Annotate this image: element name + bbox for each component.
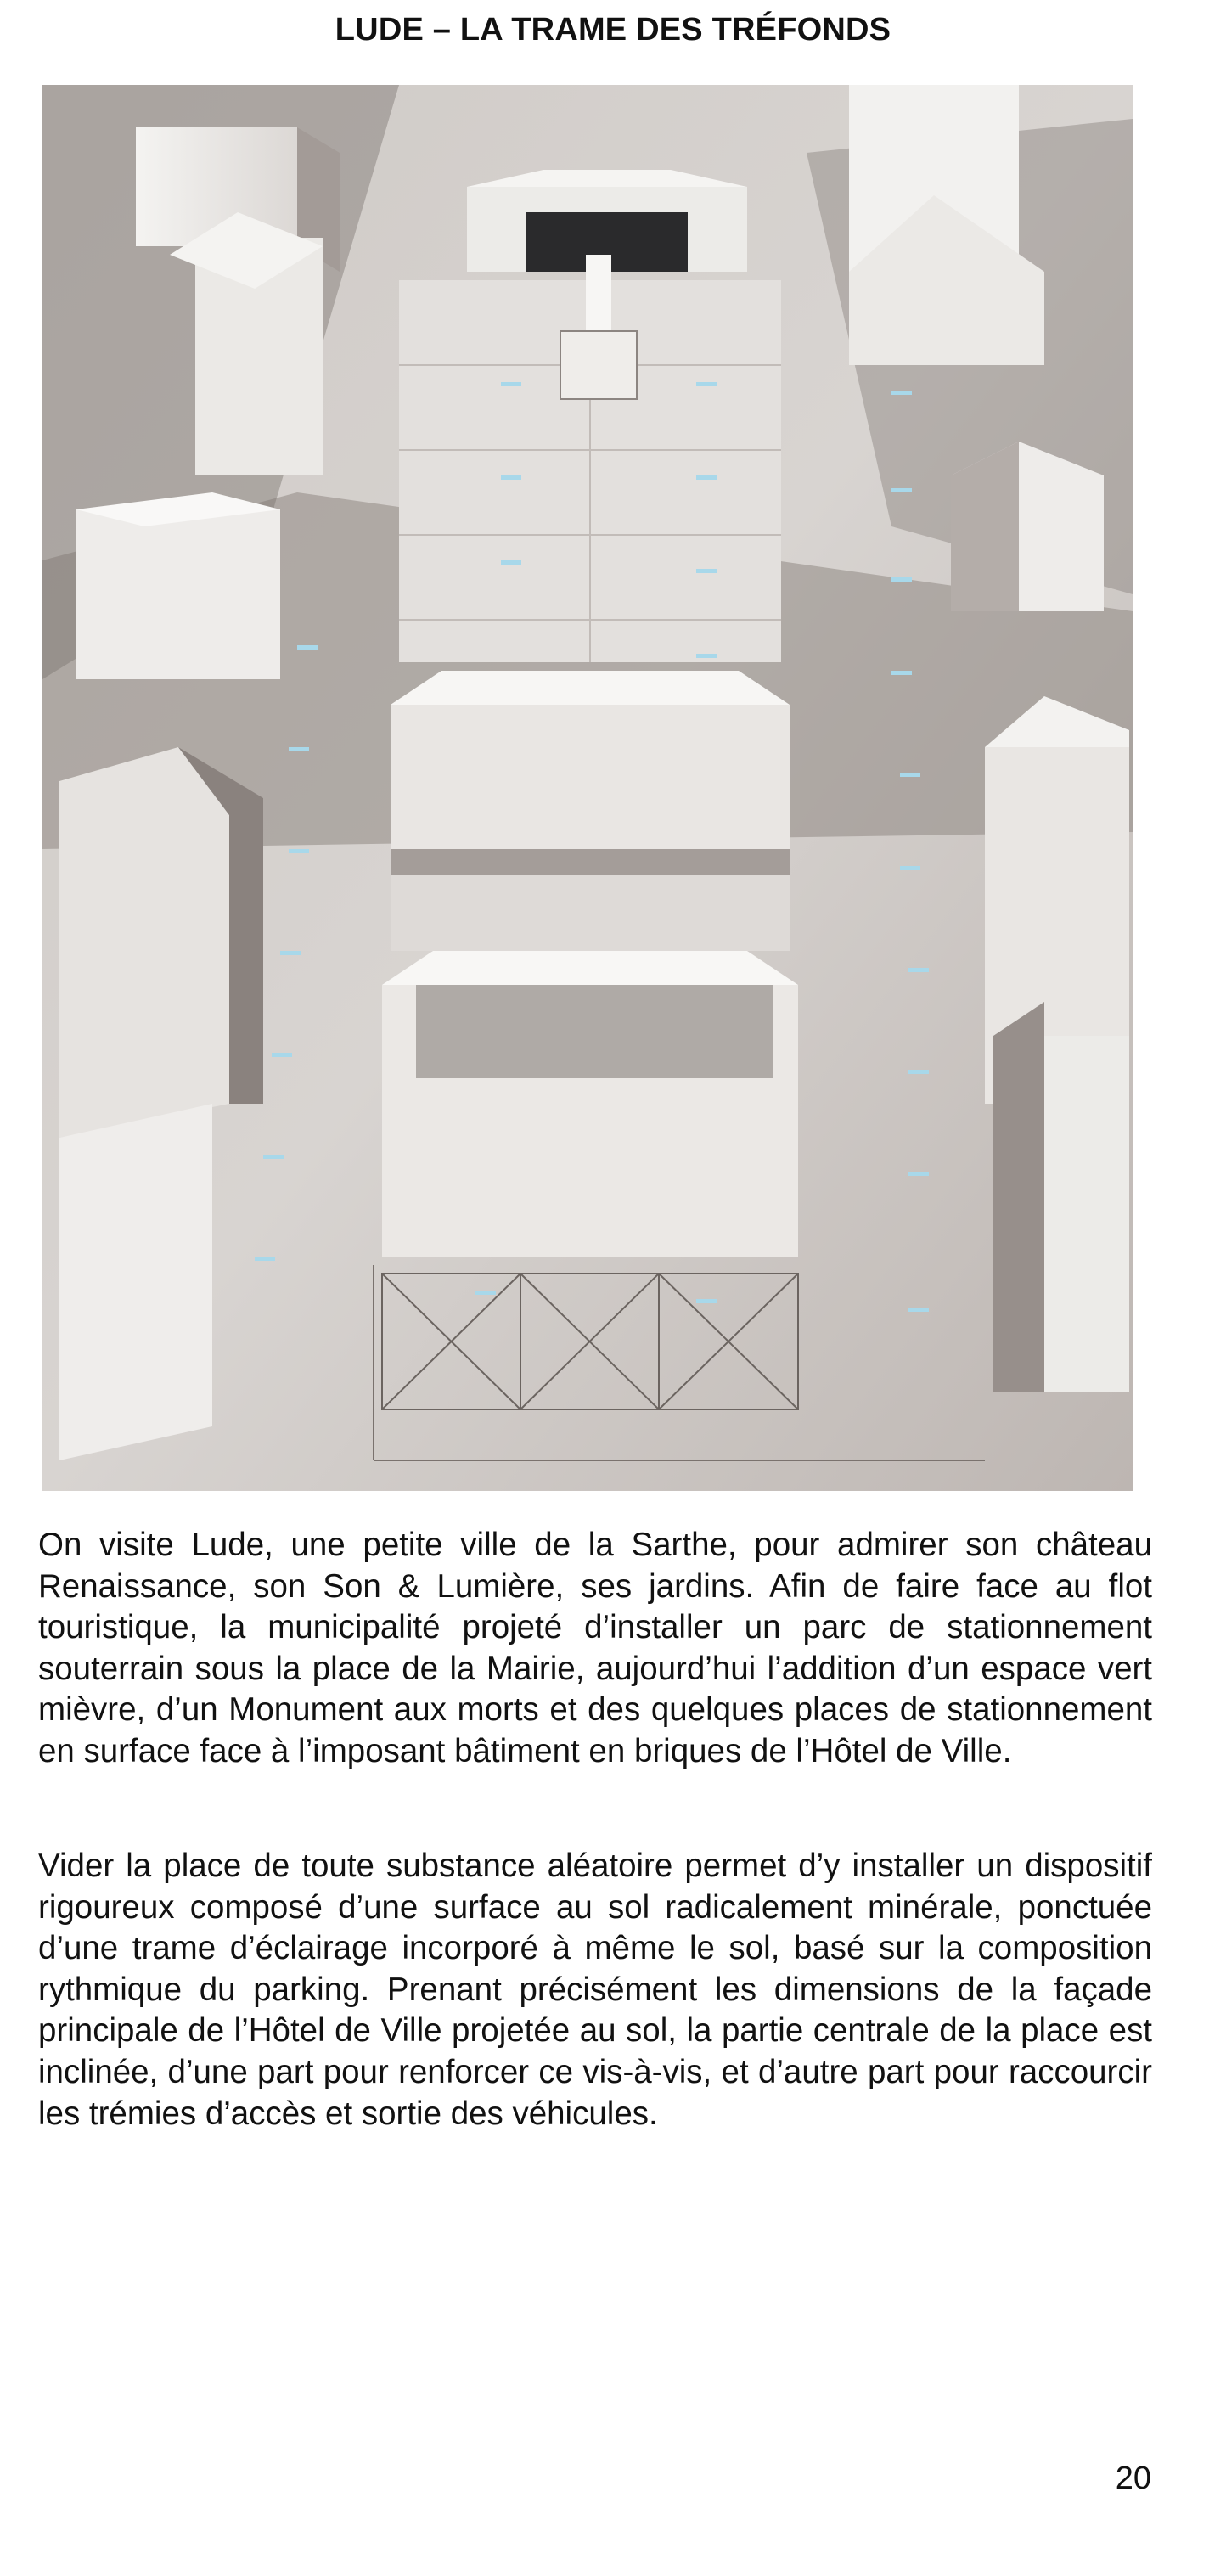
page-number: 20 (1115, 2461, 1151, 2496)
page-title: LUDE – LA TRAME DES TRÉFONDS (335, 12, 891, 48)
inclined-plaza-roof (391, 671, 790, 705)
building-left-5 (59, 1104, 212, 1460)
paragraph-intro: On visite Lude, une petite ville de la Sarthe, pour admirer son château Renaissance, son Son & Lumière, ses jardins. Afin de faire face au flot touristique, la municipalité projeté d’installer un parc de stationnement souterrain sous la place de la Mairie, aujourd’hui l’addition d’un espace vert mièvre, d’un Monument aux morts et des quelques places de stationnement en surface face à l’imposant bâtiment en briques de l’Hôtel de Ville. (38, 1527, 1152, 1769)
building-right-4-shadow (993, 1002, 1044, 1392)
building-left-3 (76, 509, 280, 679)
inclined-plaza-lower-roof (382, 951, 798, 985)
paragraph-design: Vider la place de toute substance aléatoire permet d’y installer un dispositif rigoureux composé d’une surface au sol radicalement minérale, ponctuée d’une trame d’éclairage incorporé à même le sol, basé sur la composition rythmique du parking. Prenant précisément les dimensions de la façade principale de l’Hôtel de Ville projetée au sol, la partie centrale de la place est inclinée, d’une part pour renforcer ce vis-à-vis, et d’autre part pour raccourcir les trémies d’accès et sortie des véhicules. (38, 1848, 1152, 2132)
inclined-plaza-lower-top (416, 985, 773, 1078)
building-left-4 (59, 747, 229, 1138)
inclined-plaza-step (391, 875, 790, 951)
monument-base (560, 331, 637, 399)
architectural-model-photo (42, 85, 1133, 1491)
